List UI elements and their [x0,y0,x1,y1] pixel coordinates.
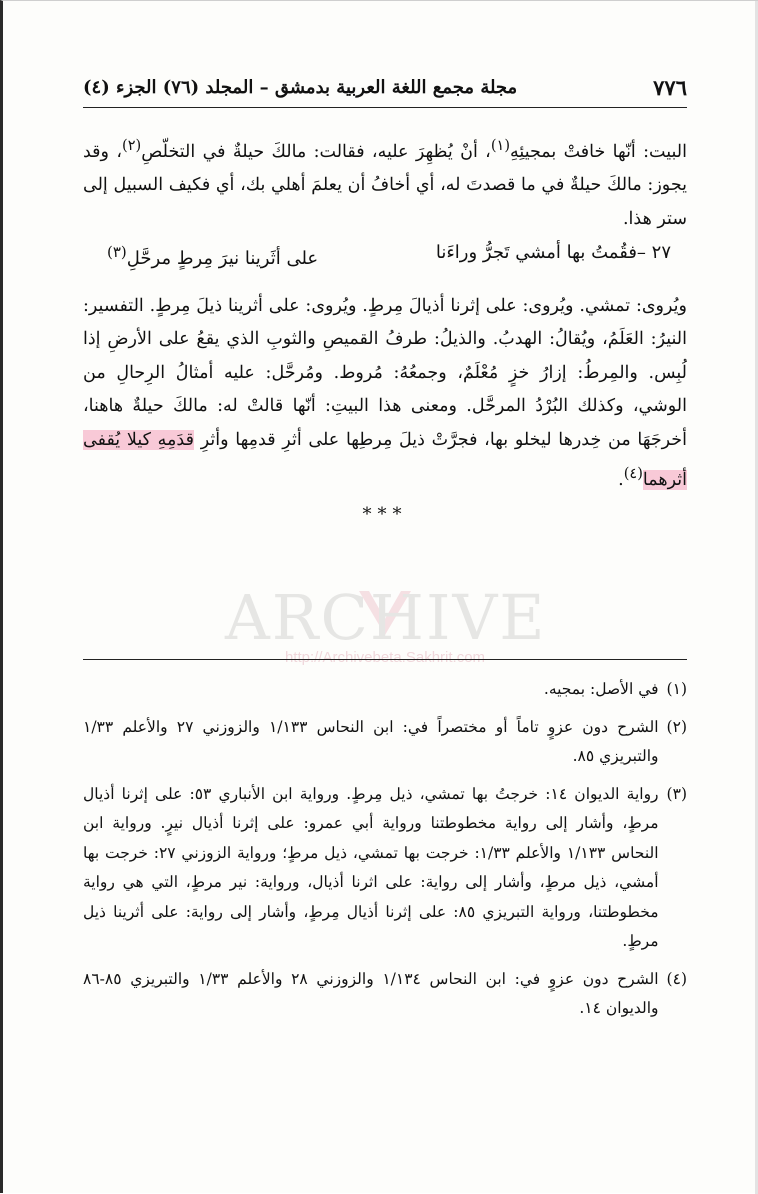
footnote-4 [83,965,687,1024]
page-number: ٧٧٦ [653,74,687,100]
text-segment: البيت: أنّها خافتْ بمجيئِهِ [510,141,687,162]
footnote-text: رواية الديوان ١٤: خرجتُ بها تمشي، ذيل مِرطٍ. ورواية ابن الأنباري ٥٣: على إثرنا أذيال مرطٍ، وأشار إلى رواية مخطوطتنا ورواية أبي عمرو: على إثرنا أذيال نيرٍ. ورواية ابن النحاس ١/١٣٣ والأعلم ١/٣٣: خرجت بها تمشي، ذيل مرطٍ؛ ورواية الزوزني ٢٧: خرجت بها أمشي، ذيل مرطٍ، وأشار إلى رواية: على اثرنا أذيال، ورواية: نير مرطٍ، التي هي رواية مخطوطتنا، ورواية التبريزي ٨٥: على إثرنا أذيال مِرطٍ، وأشار إلى رواية: على أثرينا ذيل مرطٍ. [83,784,659,950]
watermark-text: ARCHIVE [225,581,547,654]
footnote-ref-1: (١) [490,137,511,154]
main-text [83,129,687,531]
footnote-ref-3: (٣) [107,243,127,262]
footnote-text: الشرح دون عزوٍ تاماً أو مختصراً في: ابن النحاس ١/١٣٣ والزوزني ٢٧ والأعلم ١/٣٣ والتبريزي ٨٥. [83,717,659,765]
verse-hemistich-2-text: على أثَرينا نيرَ مِرطٍ مرحَّلِ [126,248,319,270]
page-header [83,67,687,108]
section-separator: *** [362,503,408,525]
footnote-text: الشرح دون عزوٍ في: ابن النحاس ١/١٣٤ والزوزني ٢٨ والأعلم ١/٣٣ والتبريزي ٨٥-٨٦ والديوان ١٤. [83,969,659,1017]
text-segment: ويُروى: تمشي. ويُروى: على إثرنا أذيالَ مِرطٍ. ويُروى: على أثرينا ذيلَ مِرطٍ. التفسير: النيرُ: العَلَمُ، ويُقالُ: الهدبُ. والذيلُ: طرفُ القميصِ والثوبِ الذي يقعُ على الأرضِ إذا لُبِس. والمِرطُ: إزارُ خزٍ مُعْلَمٌ، وجمعُهُ: مُروط. ومُرحَّل: عليه أمثالُ الرِحالِ من الوشي، وكذلك البُرْدُ المرحَّل. ومعنى هذا البيتِ: أنّها قالتْ له: مالكَ حيلةٌ هاهنا، أخرجَهَا من خِدرها ليخلو بها، فجرَّتْ ذيلَ مِرطِها على أثرِ قدمِها وأثرِ [83,295,687,450]
archive-watermark [225,581,547,677]
footnotes [83,675,687,1032]
footnote-number: (٢) [666,717,687,736]
watermark-url: http://Archivebeta.Sakhrit.com [284,649,486,666]
footnote-ref-4: (٤) [623,465,643,483]
footnote-number: (٤) [666,969,687,988]
footnote-number: (٣) [666,784,687,803]
watermark-emblem-icon [353,583,417,643]
text-segment: ، وقد يجوز: مالكَ حيلةٌ في ما قصدتَ له، أي أخافُ أن يعلمَ أهلي بك، أي فكيف السبيل إلى ستر هذا. [83,141,687,229]
verse-hemistich-1: ٢٧ –فقُمتُ بها أمشي تَجرُّ وراءَنا [435,242,671,264]
footnote-divider [83,659,687,660]
highlighted-text: قدَمِهِ كيلا يُقفى أثرهما [83,429,687,491]
paragraph-1 [83,129,687,236]
footnote-ref-2: (٢) [122,137,142,154]
text-segment: ، أنْ يُظهِرَ عليه، فقالت: مالكَ حيلةٌ في التخلّصِ [141,141,491,162]
footnote-2 [83,713,687,772]
footnote-text: في الأصل: بمجيه. [543,680,659,698]
poem-verse [107,236,671,276]
paragraph-2 [83,290,687,498]
text-segment: . [618,470,624,491]
footnote-number: (١) [666,680,687,698]
verse-hemistich-2 [107,236,318,276]
footnote-3 [83,780,687,957]
running-title: مجلة مجمع اللغة العربية بدمشق – المجلد (٧٦) الجزء (٤) [83,76,518,98]
footnote-1 [83,675,687,705]
